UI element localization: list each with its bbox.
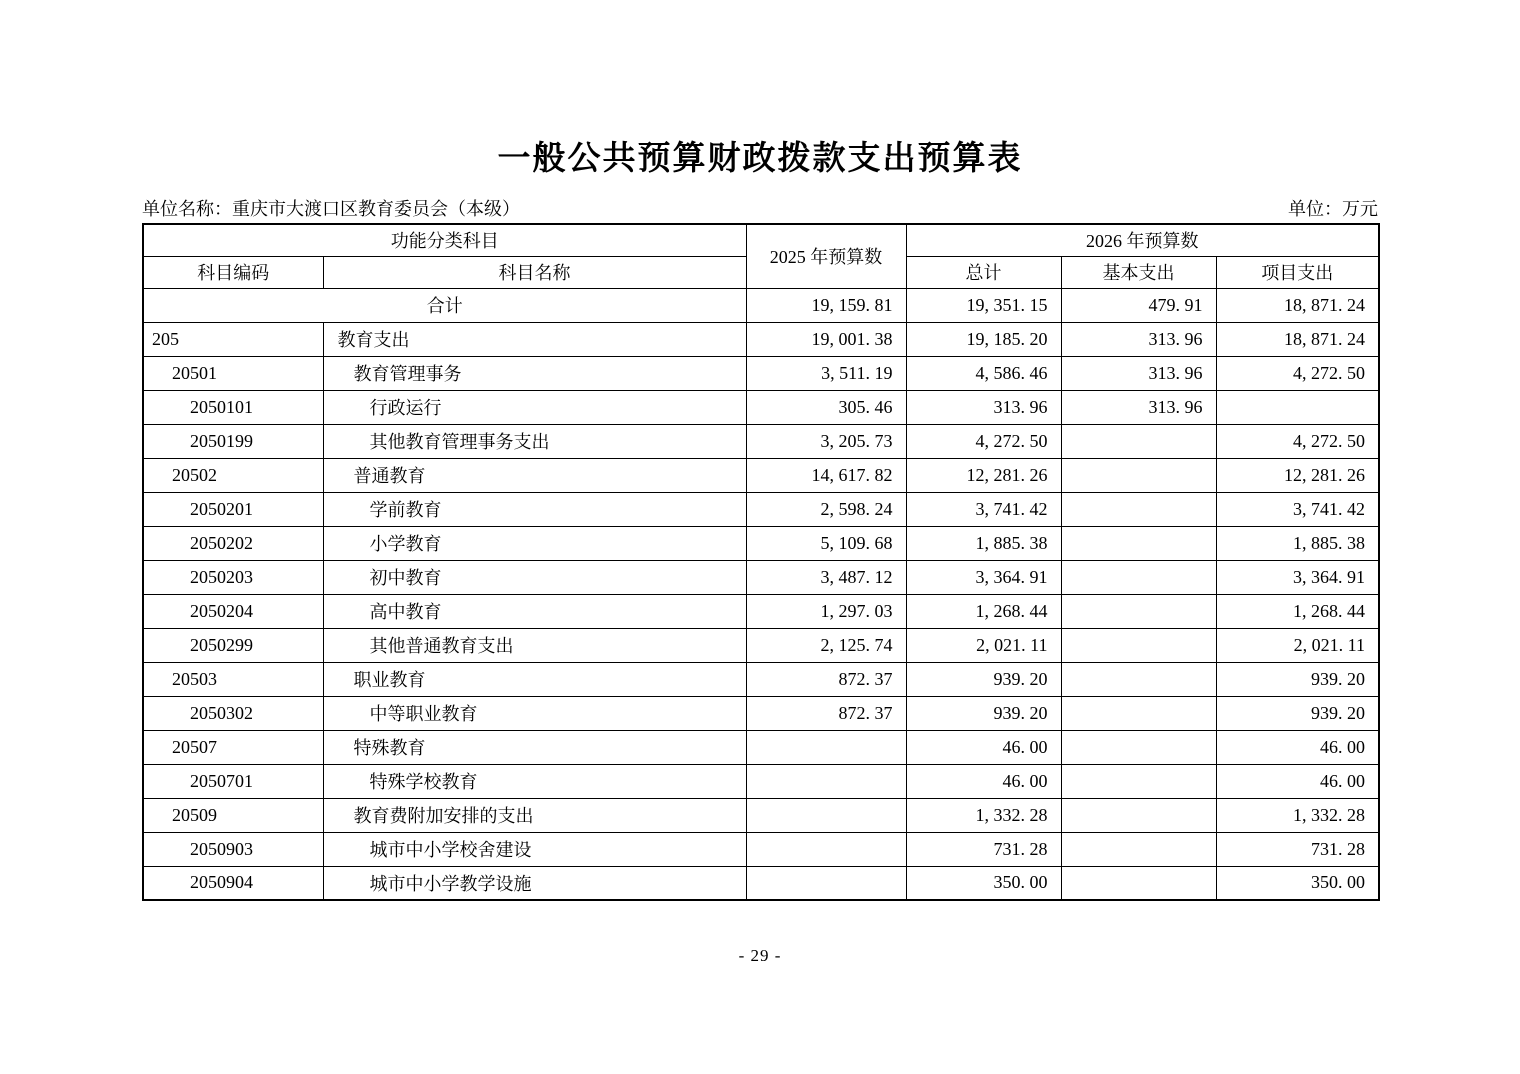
budget-table [142,223,1380,901]
budget-value-cell: 14, 617. 82 [746,458,906,492]
table-row [143,390,1379,424]
table-row [143,526,1379,560]
table-row [143,730,1379,764]
subject-code-cell: 2050299 [143,628,323,662]
budget-value-cell [1061,458,1216,492]
budget-value-cell: 19, 351. 15 [906,288,1061,322]
budget-value-cell [1061,526,1216,560]
subject-name-cell: 小学教育 [323,526,746,560]
budget-value-cell: 19, 001. 38 [746,322,906,356]
subject-name-cell: 普通教育 [323,458,746,492]
budget-value-cell [746,764,906,798]
budget-value-cell: 3, 364. 91 [1216,560,1379,594]
budget-value-cell: 12, 281. 26 [906,458,1061,492]
budget-value-cell: 350. 00 [906,866,1061,900]
budget-value-cell: 1, 268. 44 [1216,594,1379,628]
unit-of-measure-label: 单位：万元 [1288,199,1378,219]
budget-value-cell: 1, 297. 03 [746,594,906,628]
budget-value-cell: 731. 28 [1216,832,1379,866]
budget-value-cell: 3, 741. 42 [906,492,1061,526]
subject-code-cell: 2050204 [143,594,323,628]
subject-code-cell: 20501 [143,356,323,390]
budget-value-cell: 313. 96 [1061,356,1216,390]
subject-name-cell: 特殊教育 [323,730,746,764]
table-row [143,492,1379,526]
budget-value-cell: 18, 871. 24 [1216,288,1379,322]
budget-value-cell: 3, 364. 91 [906,560,1061,594]
table-row [143,798,1379,832]
budget-value-cell: 2, 021. 11 [906,628,1061,662]
budget-value-cell: 1, 885. 38 [1216,526,1379,560]
budget-value-cell: 939. 20 [1216,696,1379,730]
budget-value-cell: 46. 00 [1216,764,1379,798]
subject-code-cell: 2050199 [143,424,323,458]
header-subject-code: 科目编码 [143,256,323,288]
budget-value-cell: 872. 37 [746,696,906,730]
subject-name-cell: 职业教育 [323,662,746,696]
subject-code-cell: 20509 [143,798,323,832]
budget-value-cell: 19, 185. 20 [906,322,1061,356]
table-meta-row [142,197,1378,221]
budget-value-cell: 1, 332. 28 [1216,798,1379,832]
table-row [143,764,1379,798]
page-title: 一般公共预算财政拨款支出预算表 [497,141,1023,177]
subject-name-cell: 教育费附加安排的支出 [323,798,746,832]
budget-value-cell [1061,424,1216,458]
subject-name-cell: 高中教育 [323,594,746,628]
subject-name-cell: 城市中小学校舍建设 [323,832,746,866]
budget-value-cell: 479. 91 [1061,288,1216,322]
budget-value-cell [1061,832,1216,866]
subject-code-cell: 2050701 [143,764,323,798]
header-total: 总计 [906,256,1061,288]
subject-code-cell: 2050904 [143,866,323,900]
subject-code-cell: 2050202 [143,526,323,560]
subject-code-cell: 20507 [143,730,323,764]
budget-value-cell: 313. 96 [1061,322,1216,356]
budget-table-body [143,288,1379,900]
subject-name-cell: 中等职业教育 [323,696,746,730]
budget-value-cell [1061,662,1216,696]
header-basic-expenditure: 基本支出 [1061,256,1216,288]
header-project-expenditure: 项目支出 [1216,256,1379,288]
budget-value-cell: 939. 20 [1216,662,1379,696]
subject-code-cell: 2050302 [143,696,323,730]
header-function-category: 功能分类科目 [143,224,746,256]
subject-name-cell: 行政运行 [323,390,746,424]
budget-value-cell: 731. 28 [906,832,1061,866]
budget-value-cell: 46. 00 [906,730,1061,764]
subject-name-cell: 城市中小学教学设施 [323,866,746,900]
header-row-1 [143,224,1379,256]
budget-value-cell: 305. 46 [746,390,906,424]
budget-value-cell: 18, 871. 24 [1216,322,1379,356]
subject-code-cell: 20503 [143,662,323,696]
budget-value-cell [746,832,906,866]
budget-value-cell: 3, 205. 73 [746,424,906,458]
budget-value-cell [1061,798,1216,832]
budget-value-cell [1216,390,1379,424]
budget-value-cell: 3, 511. 19 [746,356,906,390]
budget-value-cell: 2, 125. 74 [746,628,906,662]
subject-code-cell: 2050201 [143,492,323,526]
table-row [143,458,1379,492]
subject-code-cell: 2050903 [143,832,323,866]
budget-value-cell: 872. 37 [746,662,906,696]
table-row [143,356,1379,390]
table-row [143,832,1379,866]
table-row [143,560,1379,594]
table-row [143,628,1379,662]
header-subject-name: 科目名称 [323,256,746,288]
budget-value-cell: 3, 487. 12 [746,560,906,594]
budget-value-cell [746,798,906,832]
budget-value-cell: 5, 109. 68 [746,526,906,560]
budget-value-cell [1061,560,1216,594]
subject-code-cell: 2050101 [143,390,323,424]
budget-value-cell: 4, 272. 50 [1216,424,1379,458]
budget-value-cell: 4, 272. 50 [1216,356,1379,390]
budget-value-cell: 4, 586. 46 [906,356,1061,390]
subject-code-cell: 205 [143,322,323,356]
table-row [143,866,1379,900]
budget-value-cell [1061,696,1216,730]
budget-value-cell [1061,730,1216,764]
subject-name-cell: 其他教育管理事务支出 [323,424,746,458]
subject-name-cell: 教育支出 [323,322,746,356]
budget-value-cell: 313. 96 [906,390,1061,424]
budget-value-cell: 2, 021. 11 [1216,628,1379,662]
budget-value-cell [1061,628,1216,662]
budget-value-cell: 4, 272. 50 [906,424,1061,458]
header-budget-2025: 2025 年预算数 [746,224,906,288]
header-budget-2026: 2026 年预算数 [906,224,1379,256]
budget-value-cell: 2, 598. 24 [746,492,906,526]
budget-value-cell: 1, 268. 44 [906,594,1061,628]
table-row [143,424,1379,458]
budget-value-cell: 939. 20 [906,662,1061,696]
subject-name-cell: 初中教育 [323,560,746,594]
budget-value-cell: 1, 332. 28 [906,798,1061,832]
budget-value-cell: 939. 20 [906,696,1061,730]
budget-value-cell [1061,492,1216,526]
budget-value-cell: 12, 281. 26 [1216,458,1379,492]
subject-name-cell: 教育管理事务 [323,356,746,390]
page-number: - 29 - [738,946,782,965]
budget-value-cell [1061,764,1216,798]
budget-value-cell [1061,866,1216,900]
budget-value-cell [746,866,906,900]
budget-value-cell [746,730,906,764]
subject-name-cell: 其他普通教育支出 [323,628,746,662]
subject-name-cell: 特殊学校教育 [323,764,746,798]
table-row [143,696,1379,730]
subject-code-cell: 2050203 [143,560,323,594]
budget-value-cell: 350. 00 [1216,866,1379,900]
table-row [143,288,1379,322]
budget-value-cell: 46. 00 [1216,730,1379,764]
budget-value-cell: 313. 96 [1061,390,1216,424]
budget-table-header [143,224,1379,288]
budget-value-cell [1061,594,1216,628]
table-row [143,662,1379,696]
subject-name-cell: 学前教育 [323,492,746,526]
subject-code-cell: 20502 [143,458,323,492]
table-row [143,322,1379,356]
budget-value-cell: 19, 159. 81 [746,288,906,322]
subject-name-cell: 合计 [143,288,746,322]
budget-value-cell: 3, 741. 42 [1216,492,1379,526]
table-row [143,594,1379,628]
unit-name-label: 单位名称：重庆市大渡口区教育委员会（本级） [142,199,520,219]
budget-value-cell: 1, 885. 38 [906,526,1061,560]
budget-value-cell: 46. 00 [906,764,1061,798]
